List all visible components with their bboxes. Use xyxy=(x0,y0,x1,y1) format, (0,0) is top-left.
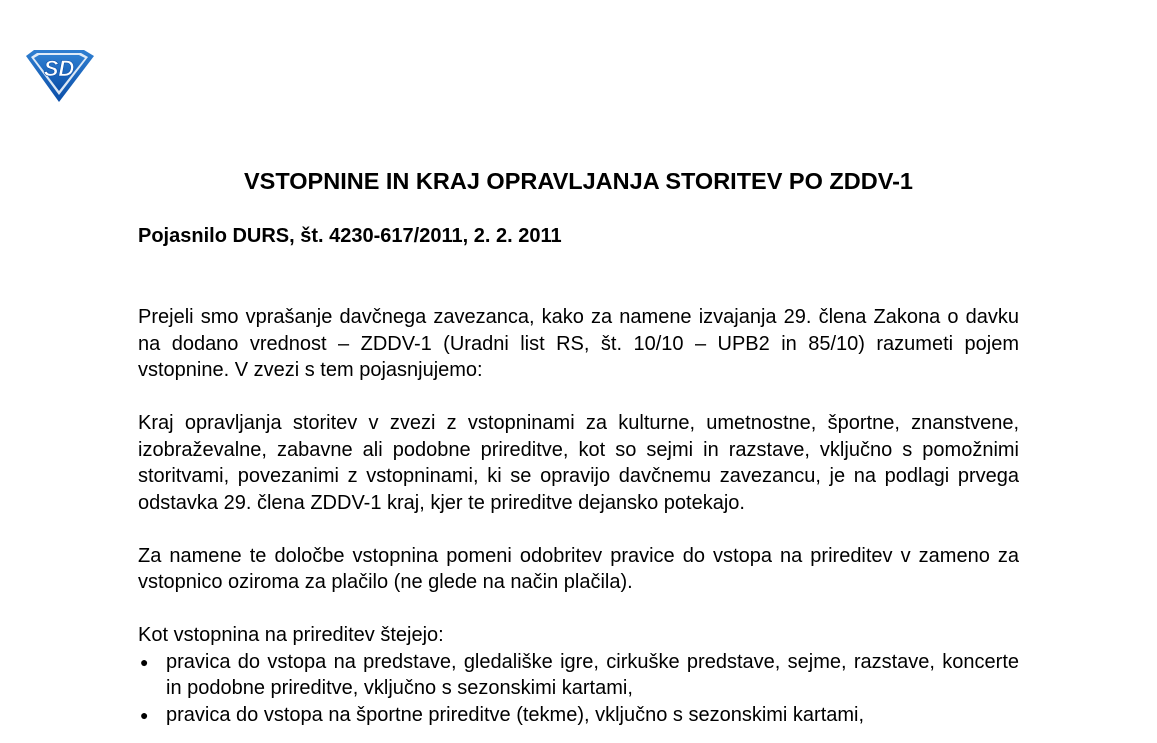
document-title: VSTOPNINE IN KRAJ OPRAVLJANJA STORITEV PO ZDDV-1 xyxy=(243,168,913,194)
list-item-text: pravica do vstopa na športne prireditve (tekme), vključno s sezonskimi kartami, xyxy=(166,703,865,726)
paragraph-definition: Za namene te določbe vstopnina pomeni odobritev pravice do vstopa na prireditev v zameno za vstopnico oziroma za plačilo (ne glede na način plačila). xyxy=(138,544,1019,593)
paragraph-intro: Prejeli smo vprašanje davčnega zavezanca, kako za namene izvajanja 29. člena Zakona o davku na dodano vrednost – ZDDV-1 (Uradni list RS, št. 10/10 – UPB2 in 85/10) razumeti pojem vstopnine. V zvezi s tem pojasnjujemo: xyxy=(138,306,1019,381)
document-body xyxy=(138,304,1019,728)
svg-text:SD: SD xyxy=(43,56,75,81)
list-intro: Kot vstopnina na prireditev štejejo: xyxy=(138,624,444,646)
bullet-icon: ● xyxy=(140,653,149,670)
list-item-text: pravica do vstopa na predstave, gledališke igre, cirkuške predstave, sejme, razstave, koncerte in podobne prireditve, vključno s sezonskimi kartami, xyxy=(166,650,1019,699)
bullet-icon: ● xyxy=(140,706,149,723)
paragraph-place-of-supply: Kraj opravljanja storitev v zvezi z vstopninami za kulturne, umetnostne, športne, znanstvene, izobraževalne, zabavne ali podobne prireditve, kot so sejmi in razstave, vključno s pomožnimi storitvami, povezanimi z vstopninami, ki se opravijo davčnemu zavezancu, je na podlagi prvega odstavka 29. člena ZDDV-1 kraj, kjer te prireditve dejansko potekajo. xyxy=(138,412,1019,514)
document-subtitle: Pojasnilo DURS, št. 4230-617/2011, 2. 2. 2011 xyxy=(138,225,562,247)
list-item xyxy=(138,649,1019,702)
bullet-list xyxy=(138,649,1019,729)
sd-logo xyxy=(22,48,96,104)
list-item xyxy=(138,702,1019,729)
